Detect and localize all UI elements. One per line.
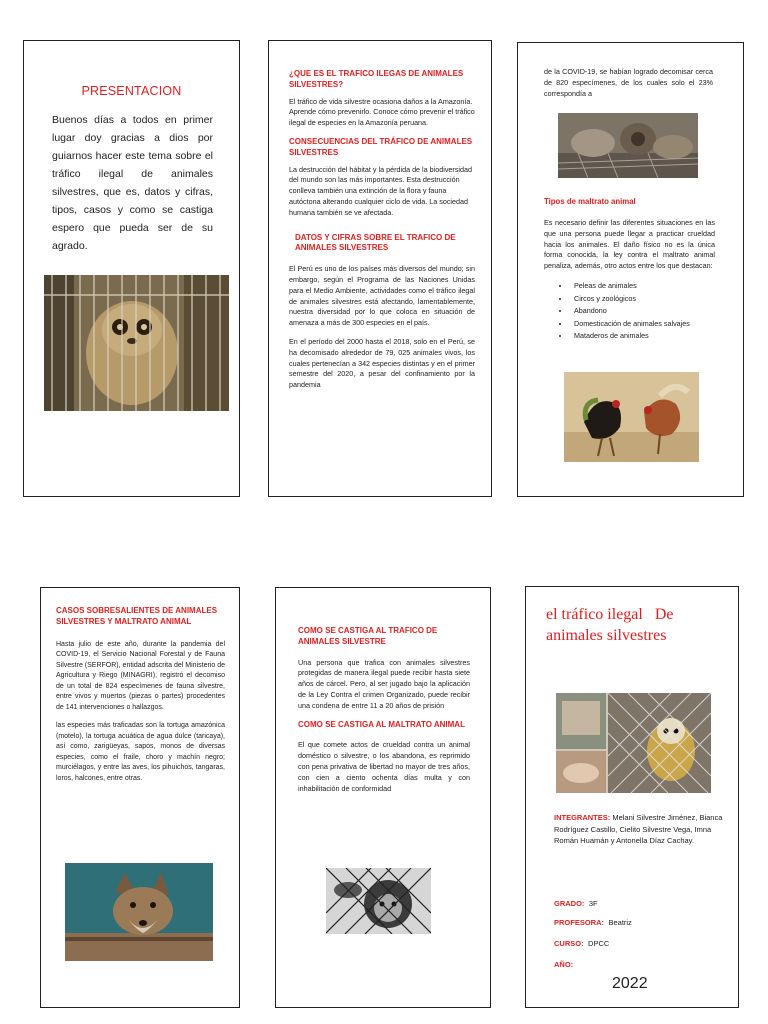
text-casos-1: Hasta julio de este año, durante la pandemia del COVID-19, el Servicio Nacional Forestal y de Fauna Silvestre (SERFOR), entidad adscrita del Ministerio de Agricultura y Riego (MINAGRI), registró el decomiso de un total de 824 especímenes de fauna silvestre, entre vivos y muertos (piezas o partes) procedentes de 141 intervenciones o hallazgos. [56,640,225,711]
rooster-fight-image [564,372,699,462]
grado-row [554,893,598,911]
panel-que-es [268,40,492,497]
maltrato-list [544,280,715,343]
text-castigo-trafico: Una persona que trafica con animales silvestres protegidas de manera ilegal puede recibir hasta siete años de cárcel. Pero, al ser jugado bajo la aplicación de la Ley Contra el crimen Organizado, puede recibir una condena de entre 11 a 20 años de prisión [298,657,470,710]
panel-casos [40,587,240,1008]
anio-label: AÑO: [554,960,574,969]
fox-image [65,863,213,961]
rooster-fight-photo [564,372,699,462]
heading-casos: CASOS SOBRESALIENTES DE ANIMALES SILVESTRES Y MALTRATO ANIMAL [56,606,218,626]
panel-castigo [275,587,491,1008]
text-que-es: El tráfico de vida silvestre ocasiona daños a la Amazonía. Aprende cómo prevenirlo. Conoce cómo prevenir el tráfico ilegal de especies en la Amazonía peruana. [289,96,475,128]
text-castigo-maltrato: El que comete actos de crueldad contra un animal doméstico o silvestre, o los abandona, es reprimido con pena privativa de libertad no mayor de tres años, con cien a ciento ochenta días multa y con inhabilitación de conformidad [298,740,470,793]
curso-label: CURSO: [554,939,584,948]
caged-loris-image [44,275,229,411]
profesora-value: Beatriz [608,918,632,927]
grado-value: 3F [588,899,598,908]
integrantes-label: INTEGRANTES: [554,813,611,822]
integrantes-value: Melani Silvestre Jiménez, Bianca Rodríguez Castillo, Cielito Silvestre Vega, Imna Román Huamán y Antonella Díaz Cachay. [554,813,723,846]
heading-castigo-trafico: COMO SE CASTIGA AL TRAFICO DE ANIMALES SILVESTRE [298,626,438,646]
curso-value: DPCC [588,939,610,948]
list-item: • Domesticación de animales salvajes [570,318,715,331]
panel-presentacion [23,40,240,497]
text-casos-2: las especies más traficadas son la tortuga amazónica (motelo), la tortuga acuática de agua dulce (taricaya), así como, zarigüeyas, sapos, monos de diversas especies, como el fraile, choro y machín negro; murciélagos, y entre las aves, los pihuichos, tangaras, loros, halcones, entre otras. [56,722,225,782]
text-consecuencias: La destrucción del hábitat y la pérdida de la biodiversidad del mundo son las más importantes. Esta destrucción conlleva también una extinción de la flora y fauna autóctona alterando cualquier ciclo de vida. La sociedad humana también se ve afectada. [289,164,473,217]
text-datos-1: El Perú es uno de los países más diversos del mundo; sin embargo, según el Programa de las Naciones Unidas para el Medio Ambiente, actividades como el tráfico ilegal de animales silvestres está afectando, lamentablemente, nuestra diversidad por lo que coloca en situación de amenaza a más de 300 especies en el país. [289,264,475,328]
anio-row [554,954,573,972]
curso-row [554,933,609,951]
list-item: • Abandono [570,305,715,318]
text-tipos-maltrato: Es necesario definir las diferentes situaciones en las que una persona puede llegar a practicar crueldad hacia los animales. El daño físico no es la única forma conocida, la ley contra el maltrato animal penaliza, además, otro actos entre los que destacan: [544,218,715,271]
cover-title: el tráfico ilegal De animales silvestres [546,606,678,644]
fox-photo [65,863,213,961]
profesora-row [554,912,632,930]
list-item: • Peleas de animales [570,280,715,293]
text-datos-2: En el período del 2000 hasta el 2018, solo en el Perú, se ha decomisado alrededor de 79, 025 animales vivos, los cuales pertenecían a 342 especies distintas y en el primer semestre del 2020, a pesar del confinamiento por la pandemia [289,336,475,390]
panel-tipos-maltrato [517,42,744,497]
heading-datos-cifras: DATOS Y CIFRAS SOBRE EL TRAFICO DE ANIMALES SILVESTRES [295,232,456,253]
confiscated-items-photo [558,113,698,178]
presentacion-text: Buenos días a todos en primer lugar doy gracias a dios por guiarnos hacer este tema sobre el tráfico ilegal de animales silvestres, que es, datos y cifras, tipos, casos y como se castiga espero que pueda ser de su agrado. [52,114,213,253]
cover-year: 2022 [612,975,648,992]
heading-tipos-maltrato: Tipos de maltrato animal [544,197,636,206]
text-continuacion-covid: de la COVID-19, se habían logrado decomisar cerca de 820 especímenes, de los cuales solo el 23% correspondía a [544,67,713,98]
panel-portada [525,586,739,1008]
heading-consecuencias: CONSECUENCIAS DEL TRÁFICO DE ANIMALES SILVESTRES [289,136,473,157]
profesora-label: PROFESORA: [554,918,605,927]
monkey-fence-image [326,868,431,934]
cover-collage-image [556,693,711,793]
list-item: • Mataderos de animales [570,330,715,343]
integrantes-block [554,812,724,847]
list-item: • Circos y zoológicos [570,293,715,306]
presentacion-title: PRESENTACION [81,84,182,98]
caged-loris-photo [44,275,229,411]
monkey-fence-photo [326,868,431,934]
cover-photo-collage [556,693,711,793]
confiscated-items-image [558,113,698,178]
grado-label: GRADO: [554,899,585,908]
heading-que-es: ¿QUE ES EL TRAFICO ILEGAS DE ANIMALES SILVESTRES? [289,69,464,89]
heading-castigo-maltrato: COMO SE CASTIGA AL MALTRATO ANIMAL [298,719,465,729]
